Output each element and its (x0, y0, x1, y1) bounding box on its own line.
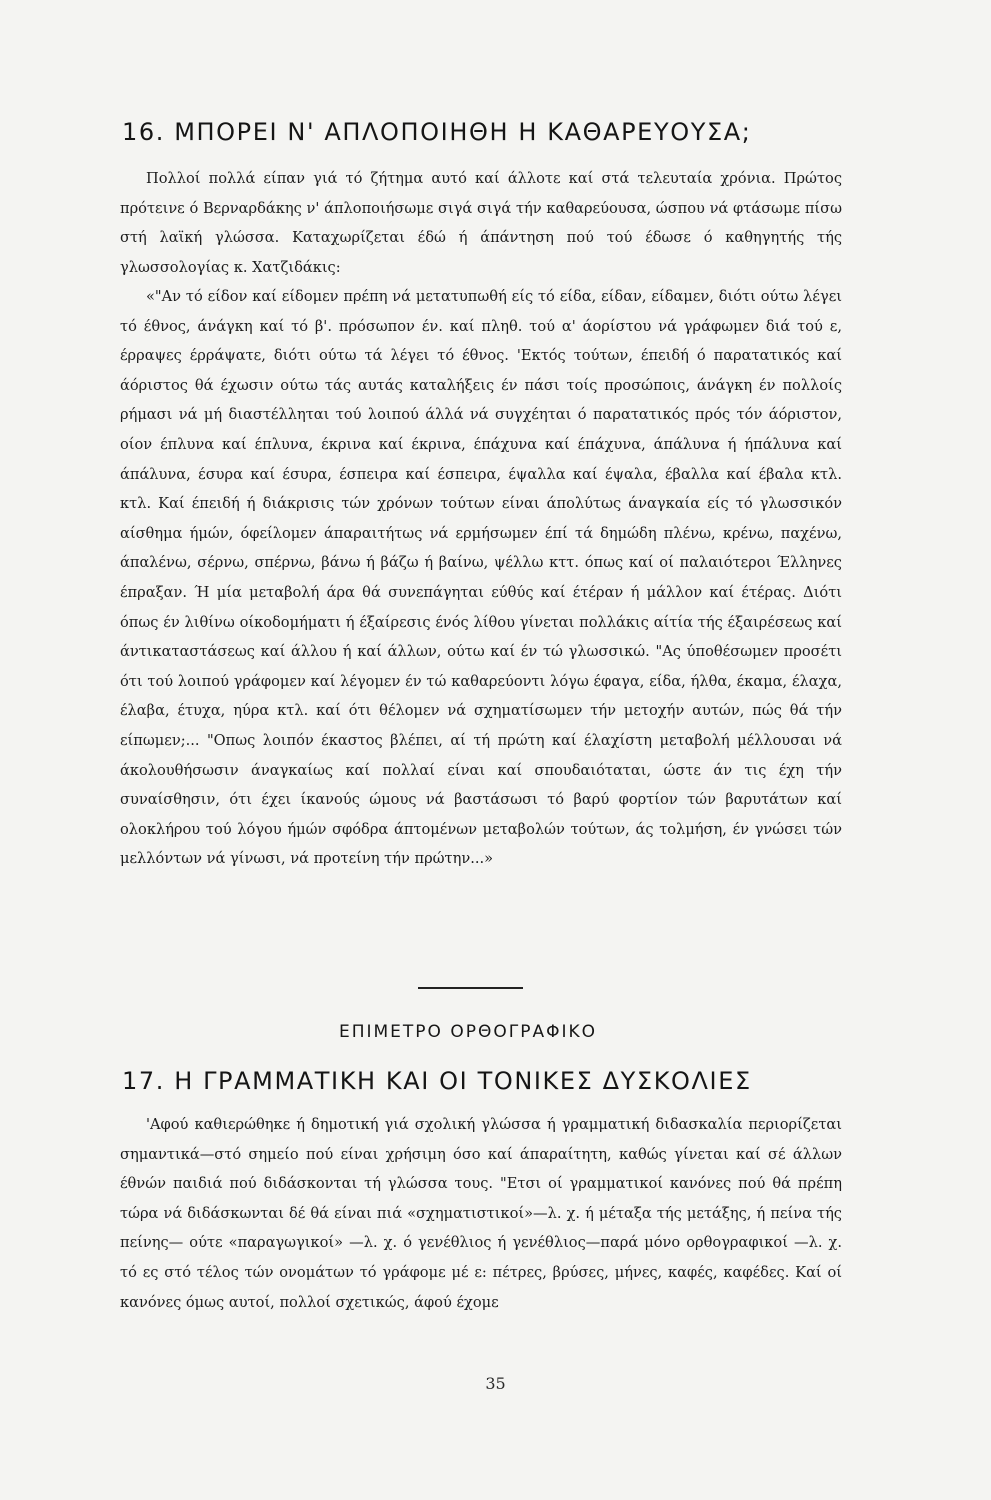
page-number: 35 (485, 1374, 506, 1393)
section-16-intro (120, 164, 842, 282)
section-divider (418, 987, 523, 989)
section-16-title: 16. ΜΠΟΡΕΙ Ν' ΑΠΛΟΠΟΙΗΘΗ Η ΚΑΘΑΡΕΥΟΥΣΑ; (122, 118, 752, 146)
intro-paragraph: Πολλοί πολλά είπαν γιά τό ζήτημα αυτό καί άλλοτε καί στά τελευταία χρόνια. Πρώτος πρότεινε ό Βερναρδάκης ν' άπλοποιήσωμε σιγά σιγά τήν καθαρεύουσα, ώσπου νά φτάσωμε πίσω στή λαϊκή γλώσσα. Καταχωρίζεται έδώ ή άπάντηση πού τού έδωσε ό καθηγητής τής γλωσσολογίας κ. Χατζιδάκις: (120, 170, 842, 276)
supplement-label: ΕΠΙΜΕΤΡΟ ΟΡΘΟΓΡΑΦΙΚΟ (338, 1022, 598, 1042)
hatzidakis-quote: «"Αν τό είδον καί είδομεν πρέπη νά μετατυπωθή είς τό είδα, είδαν, είδαμεν, διότι ούτω λέγει τό έθνος, άνάγκη καί τό β'. πρόσωπον έν. καί πληθ. τού α' άορίστου νά γράφωμεν διά τού ε, έρραψες έρράψατε, διότι ούτω τά λέγει τό έθνος. 'Εκτός τούτων, έπειδή ό παρατατικός καί άόριστος θά έχωσιν ούτω τάς αυτάς καταλήξεις έν πάσι τοίς προσώποις, άνάγκη έν πολλοίς ρήμασι νά μή διαστέλληται τού λοιπού άλλά νά συγχέηται ό παρατατικός πρός τόν άόριστον, οίον έπλυνα καί έπλυνα, έκρινα καί έκρινα, έπάχυνα καί έπάχυνα, άπάλυνα ή ήπάλυνα καί άπάλυνα, έσυρα καί έσυρα, έσπειρα καί έσπειρα, έψαλλα καί έψαλα, έβαλλα καί έβαλα κτλ. κτλ. Καί έπειδή ή διάκρισις τών χρόνων τούτων είναι άπολύτως άναγκαία είς τό γλωσσικόν αίσθημα ήμών, όφείλομεν άπαραιτήτως νά ερμήσωμεν έπί τά δημώδη πλένω, κρένω, παχένω, άπαλένω, σέρνω, σπέρνω, βάνω ή βάζω ή βαίνω, ψέλλω κττ. όπως καί οί παλαιότεροι Έλληνες έπραξαν. Ή μία μεταβολή άρα θά συνεπάγηται εύθύς καί έτέραν ή μάλλον καί έτέρας. Διότι όπως έν λιθίνω οίκοδομήματι ή έξαίρεσις ένός λίθου γίνεται πολλάκις αίτία τής έξαιρέσεως καί άντικαταστάσεως καί άλλου ή καί άλλων, ούτω καί έν τώ γλωσσικώ. "Ας ύποθέσωμεν προσέτι ότι τού λοιπού γράφομεν καί λέγομεν έν τώ καθαρεύοντι λόγω έφαγα, είδα, ήλθα, έκαμα, έλαχα, έλαβα, έτυχα, ηύρα κτλ. καί ότι θέλομεν νά σχηματίσωμεν τήν μετοχήν αυτών, πώς θά τήν είπωμεν;... "Οπως λοιπόν έκαστος βλέπει, αί τή πρώτη καί έλαχίστη μεταβολή μέλλουσαι νά άκολουθήσωσιν άναγκαίως καί πολλαί είναι καί σπουδαιόταται, ώστε άν τις έχη τήν συναίσθησιν, ότι έχει ίκανούς ώμους νά βαστάσωσι τό βαρύ φορτίον τών βαρυτάτων καί ολοκλήρου τού λόγου ήμών σφόδρα άπτομένων μεταβολών τούτων, άς τολμήση, έν γνώσει τών μελλόντων νά γίνωσι, νά προτείνη τήν πρώτην...» (120, 288, 842, 868)
grammar-paragraph: 'Αφού καθιερώθηκε ή δημοτική γιά σχολική γλώσσα ή γραμματική διδασκαλία περιορίζεται σημαντικά—στό σημείο πού είναι χρήσιμη όσο καί άπαραίτητη, καθώς γίνεται καί σέ άλλων έθνών παιδιά πού διδάσκονται τή γλώσσα τους. "Ετσι οί γραμματικοί κανόνες πού θά πρέπη τώρα νά διδάσκωνται δέ θά είναι πιά «σχηματιστικοί»—λ. χ. ή μέταξα τής μετάξης, ή πείνα τής πείνης— ούτε «παραγωγικοί» —λ. χ. ό γενέθλιος ή γενέθλιος—παρά μόνο ορθογραφικοί —λ. χ. τό ες στό τέλος τών ονομάτων τό γράφομε μέ ε: πέτρες, βρύσες, μήνες, καφές, καφέδες. Καί οί κανόνες όμως αυτοί, πολλοί σχετικώς, άφού έχομε (120, 1116, 842, 1311)
section-17-title: 17. Η ΓΡΑΜΜΑΤΙΚΗ ΚΑΙ ΟΙ ΤΟΝΙΚΕΣ ΔΥΣΚΟΛΙΕΣ (122, 1067, 752, 1095)
section-16-quote (120, 282, 842, 874)
section-17-body (120, 1110, 842, 1317)
